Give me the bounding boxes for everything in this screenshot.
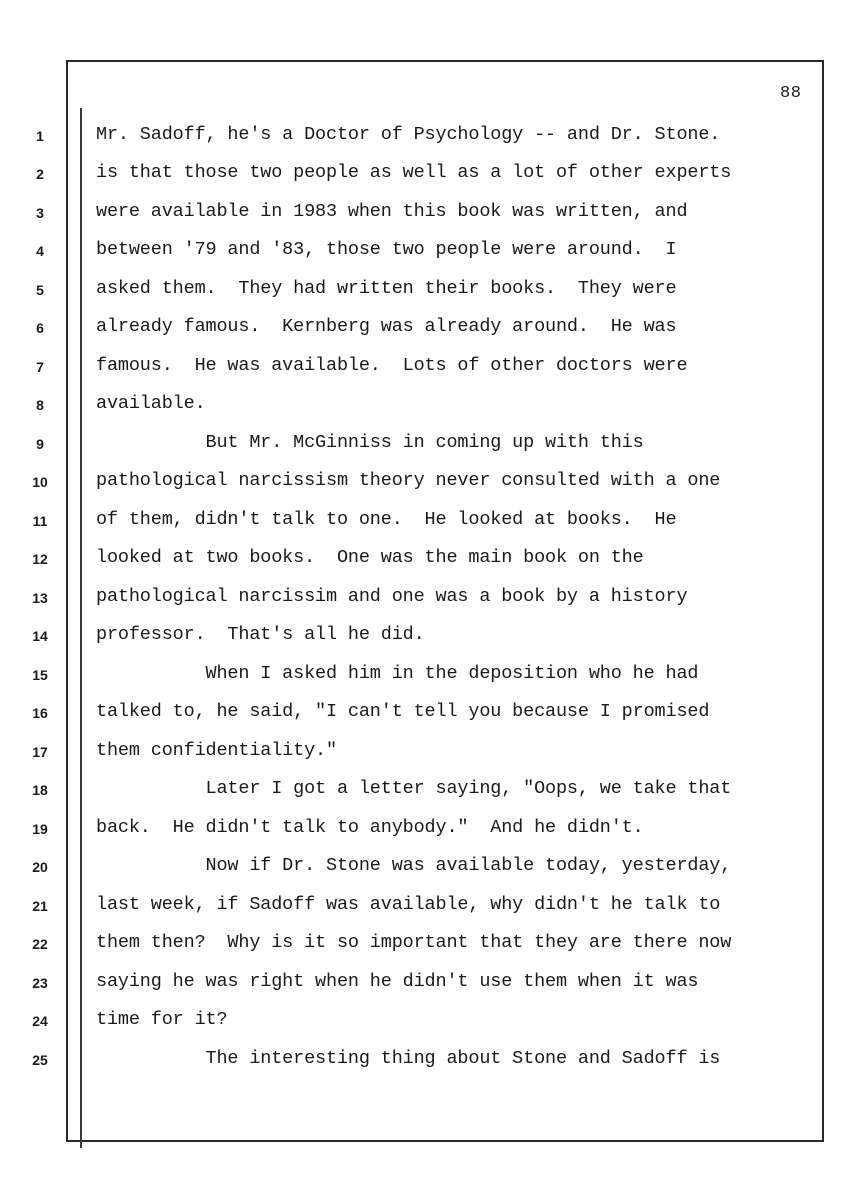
- transcript-line: talked to, he said, "I can't tell you because I promised: [96, 701, 710, 722]
- line-number: 10: [32, 474, 48, 490]
- line-number: 19: [32, 821, 48, 837]
- page-number: 88: [780, 84, 802, 103]
- transcript-line: is that those two people as well as a lot of other experts: [96, 162, 732, 183]
- line-number: 8: [36, 397, 44, 413]
- line-number: 14: [32, 628, 48, 644]
- transcript-line: Later I got a letter saying, "Oops, we take that: [96, 778, 732, 799]
- transcript-line: pathological narcissim and one was a book by a history: [96, 586, 688, 607]
- transcript-line: them confidentiality.": [96, 740, 337, 761]
- transcript-line: But Mr. McGinniss in coming up with this: [96, 432, 644, 453]
- line-number: 6: [36, 320, 44, 336]
- line-number: 24: [32, 1013, 48, 1029]
- transcript-line: professor. That's all he did.: [96, 624, 425, 645]
- transcript-line: asked them. They had written their books. They were: [96, 278, 677, 299]
- line-number: 3: [36, 205, 44, 221]
- line-number: 23: [32, 975, 48, 991]
- line-number: 4: [36, 243, 44, 259]
- line-number: 25: [32, 1052, 48, 1068]
- transcript-line: Now if Dr. Stone was available today, yesterday,: [96, 855, 732, 876]
- line-number: 22: [32, 936, 48, 952]
- transcript-line: between '79 and '83, those two people were around. I: [96, 239, 677, 260]
- transcript-line: looked at two books. One was the main book on the: [96, 547, 644, 568]
- line-number: 7: [36, 359, 44, 375]
- line-number: 9: [36, 436, 44, 452]
- line-number: 12: [32, 551, 48, 567]
- transcript-line: them then? Why is it so important that they are there now: [96, 932, 732, 953]
- line-number: 1: [36, 128, 44, 144]
- transcript-line: Mr. Sadoff, he's a Doctor of Psychology -- and Dr. Stone.: [96, 124, 721, 145]
- transcript-line: famous. He was available. Lots of other doctors were: [96, 355, 688, 376]
- transcript-line: back. He didn't talk to anybody." And he didn't.: [96, 817, 644, 838]
- line-number: 2: [36, 166, 44, 182]
- line-number: 20: [32, 859, 48, 875]
- transcript-line: When I asked him in the deposition who he had: [96, 663, 699, 684]
- transcript-line: time for it?: [96, 1009, 228, 1030]
- transcript-line: saying he was right when he didn't use them when it was: [96, 971, 699, 992]
- transcript-line: of them, didn't talk to one. He looked at books. He: [96, 509, 677, 530]
- line-number: 17: [32, 744, 48, 760]
- line-number: 5: [36, 282, 44, 298]
- transcript-line: pathological narcissism theory never consulted with a one: [96, 470, 721, 491]
- line-number: 13: [32, 590, 48, 606]
- line-number: 15: [32, 667, 48, 683]
- line-number: 21: [32, 898, 48, 914]
- line-number: 18: [32, 782, 48, 798]
- transcript-line: were available in 1983 when this book was written, and: [96, 201, 688, 222]
- transcript-line: last week, if Sadoff was available, why didn't he talk to: [96, 894, 721, 915]
- line-number: 16: [32, 705, 48, 721]
- transcript-line: already famous. Kernberg was already around. He was: [96, 316, 677, 337]
- transcript-line: available.: [96, 393, 206, 414]
- line-number: 11: [32, 513, 48, 529]
- transcript-line: The interesting thing about Stone and Sadoff is: [96, 1048, 721, 1069]
- margin-rule: [80, 108, 82, 1148]
